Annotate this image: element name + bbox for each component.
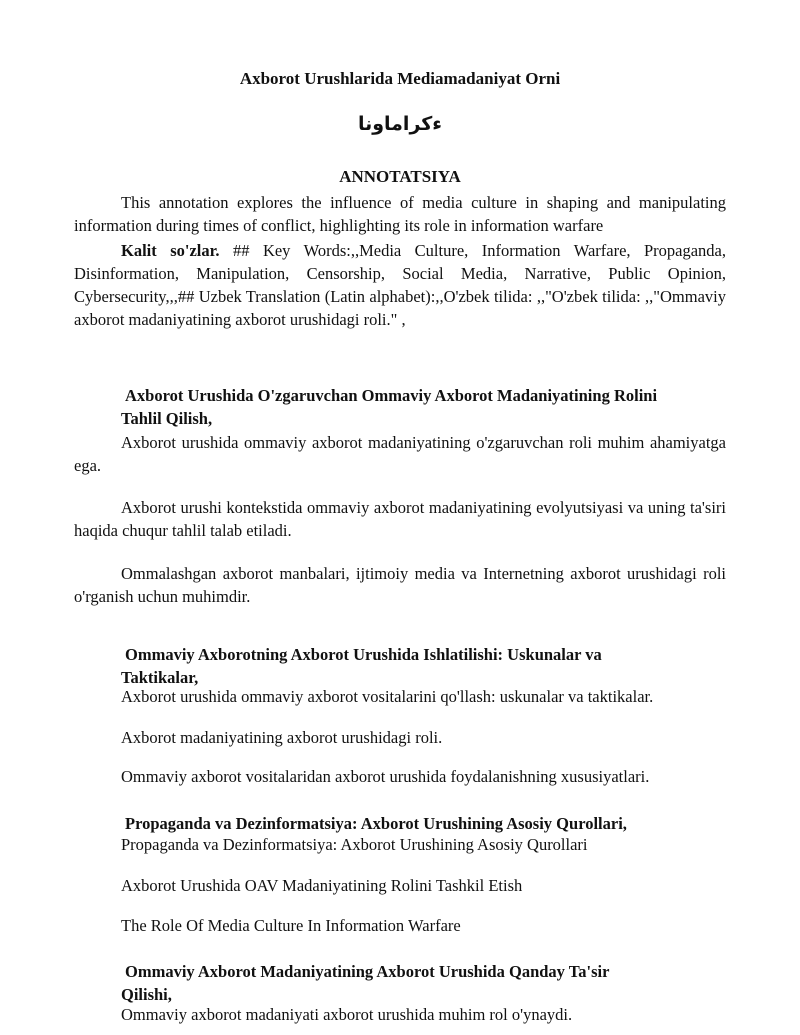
section-line: Ommaviy axborot madaniyati axborot urushida muhim rol o'ynaydi. [121, 1005, 573, 1024]
section-line: Propaganda va Dezinformatsiya: Axborot Urushining Asosiy Qurollari [121, 835, 588, 854]
section-heading [121, 643, 721, 689]
section-heading-line: Taktikalar, [121, 668, 199, 687]
section-heading [121, 812, 721, 835]
keywords-text: ## Key Words:,,Media Culture, Information Warfare, Propaganda, Disinformation, Manipulation, Censorship, Social Media, Narrative, Public Opinion, Cybersecurity,,,## Uzbek Translation (Latin alphabet):,,O'zbek tilida: ,,"O'zbek tilida: ,,"Ommaviy axborot madaniyatining axborot urushidagi roli." , [74, 241, 726, 329]
section-paragraph: Axborot urushi kontekstida ommaviy axborot madaniyatining evolyutsiyasi va uning ta'siri haqida chuqur tahlil talab etiladi. [74, 498, 726, 540]
keywords-label: Kalit so'zlar. [121, 241, 220, 260]
annotation-heading: ANNOTATSIYA [339, 167, 461, 186]
section-heading-line: Propaganda va Dezinformatsiya: Axborot Urushining Asosiy Qurollari, [125, 814, 627, 833]
author-name: ءكراماونا [357, 113, 443, 135]
section-heading-line: Axborot Urushida O'zgaruvchan Ommaviy Axborot Madaniyatining Rolini [125, 386, 658, 405]
annotation-paragraph: This annotation explores the influence of media culture in shaping and manipulating information during times of conflict, highlighting its role in information warfare [74, 193, 726, 235]
section-paragraph: Ommalashgan axborot manbalari, ijtimoiy media va Internetning axborot urushidagi roli o'rganish uchun muhimdir. [74, 564, 726, 606]
section-heading-line: Tahlil Qilish, [121, 409, 213, 428]
section-line: Ommaviy axborot vositalaridan axborot urushida foydalanishning xususiyatlari. [121, 767, 650, 786]
section-heading [121, 960, 721, 1006]
section-line: Axborot urushida ommaviy axborot vositalarini qo'llash: uskunalar va taktikalar. [121, 687, 654, 706]
section-line: The Role Of Media Culture In Information Warfare [121, 916, 461, 935]
section-line: Axborot madaniyatining axborot urushidagi roli. [121, 728, 443, 747]
section-heading-line: Qilishi, [121, 985, 172, 1004]
section-paragraph: Axborot urushida ommaviy axborot madaniyatining o'zgaruvchan roli muhim ahamiyatga ega. [74, 433, 726, 475]
keywords-paragraph [74, 239, 726, 331]
section-line: Axborot Urushida OAV Madaniyatining Rolini Tashkil Etish [121, 876, 523, 895]
section-heading [121, 384, 721, 430]
document-page [74, 0, 726, 1035]
section-heading-line: Ommaviy Axborotning Axborot Urushida Ishlatilishi: Uskunalar va [125, 645, 602, 664]
document-title: Axborot Urushlarida Mediamadaniyat Orni [239, 69, 561, 88]
section-heading-line: Ommaviy Axborot Madaniyatining Axborot Urushida Qanday Ta'sir [125, 962, 610, 981]
